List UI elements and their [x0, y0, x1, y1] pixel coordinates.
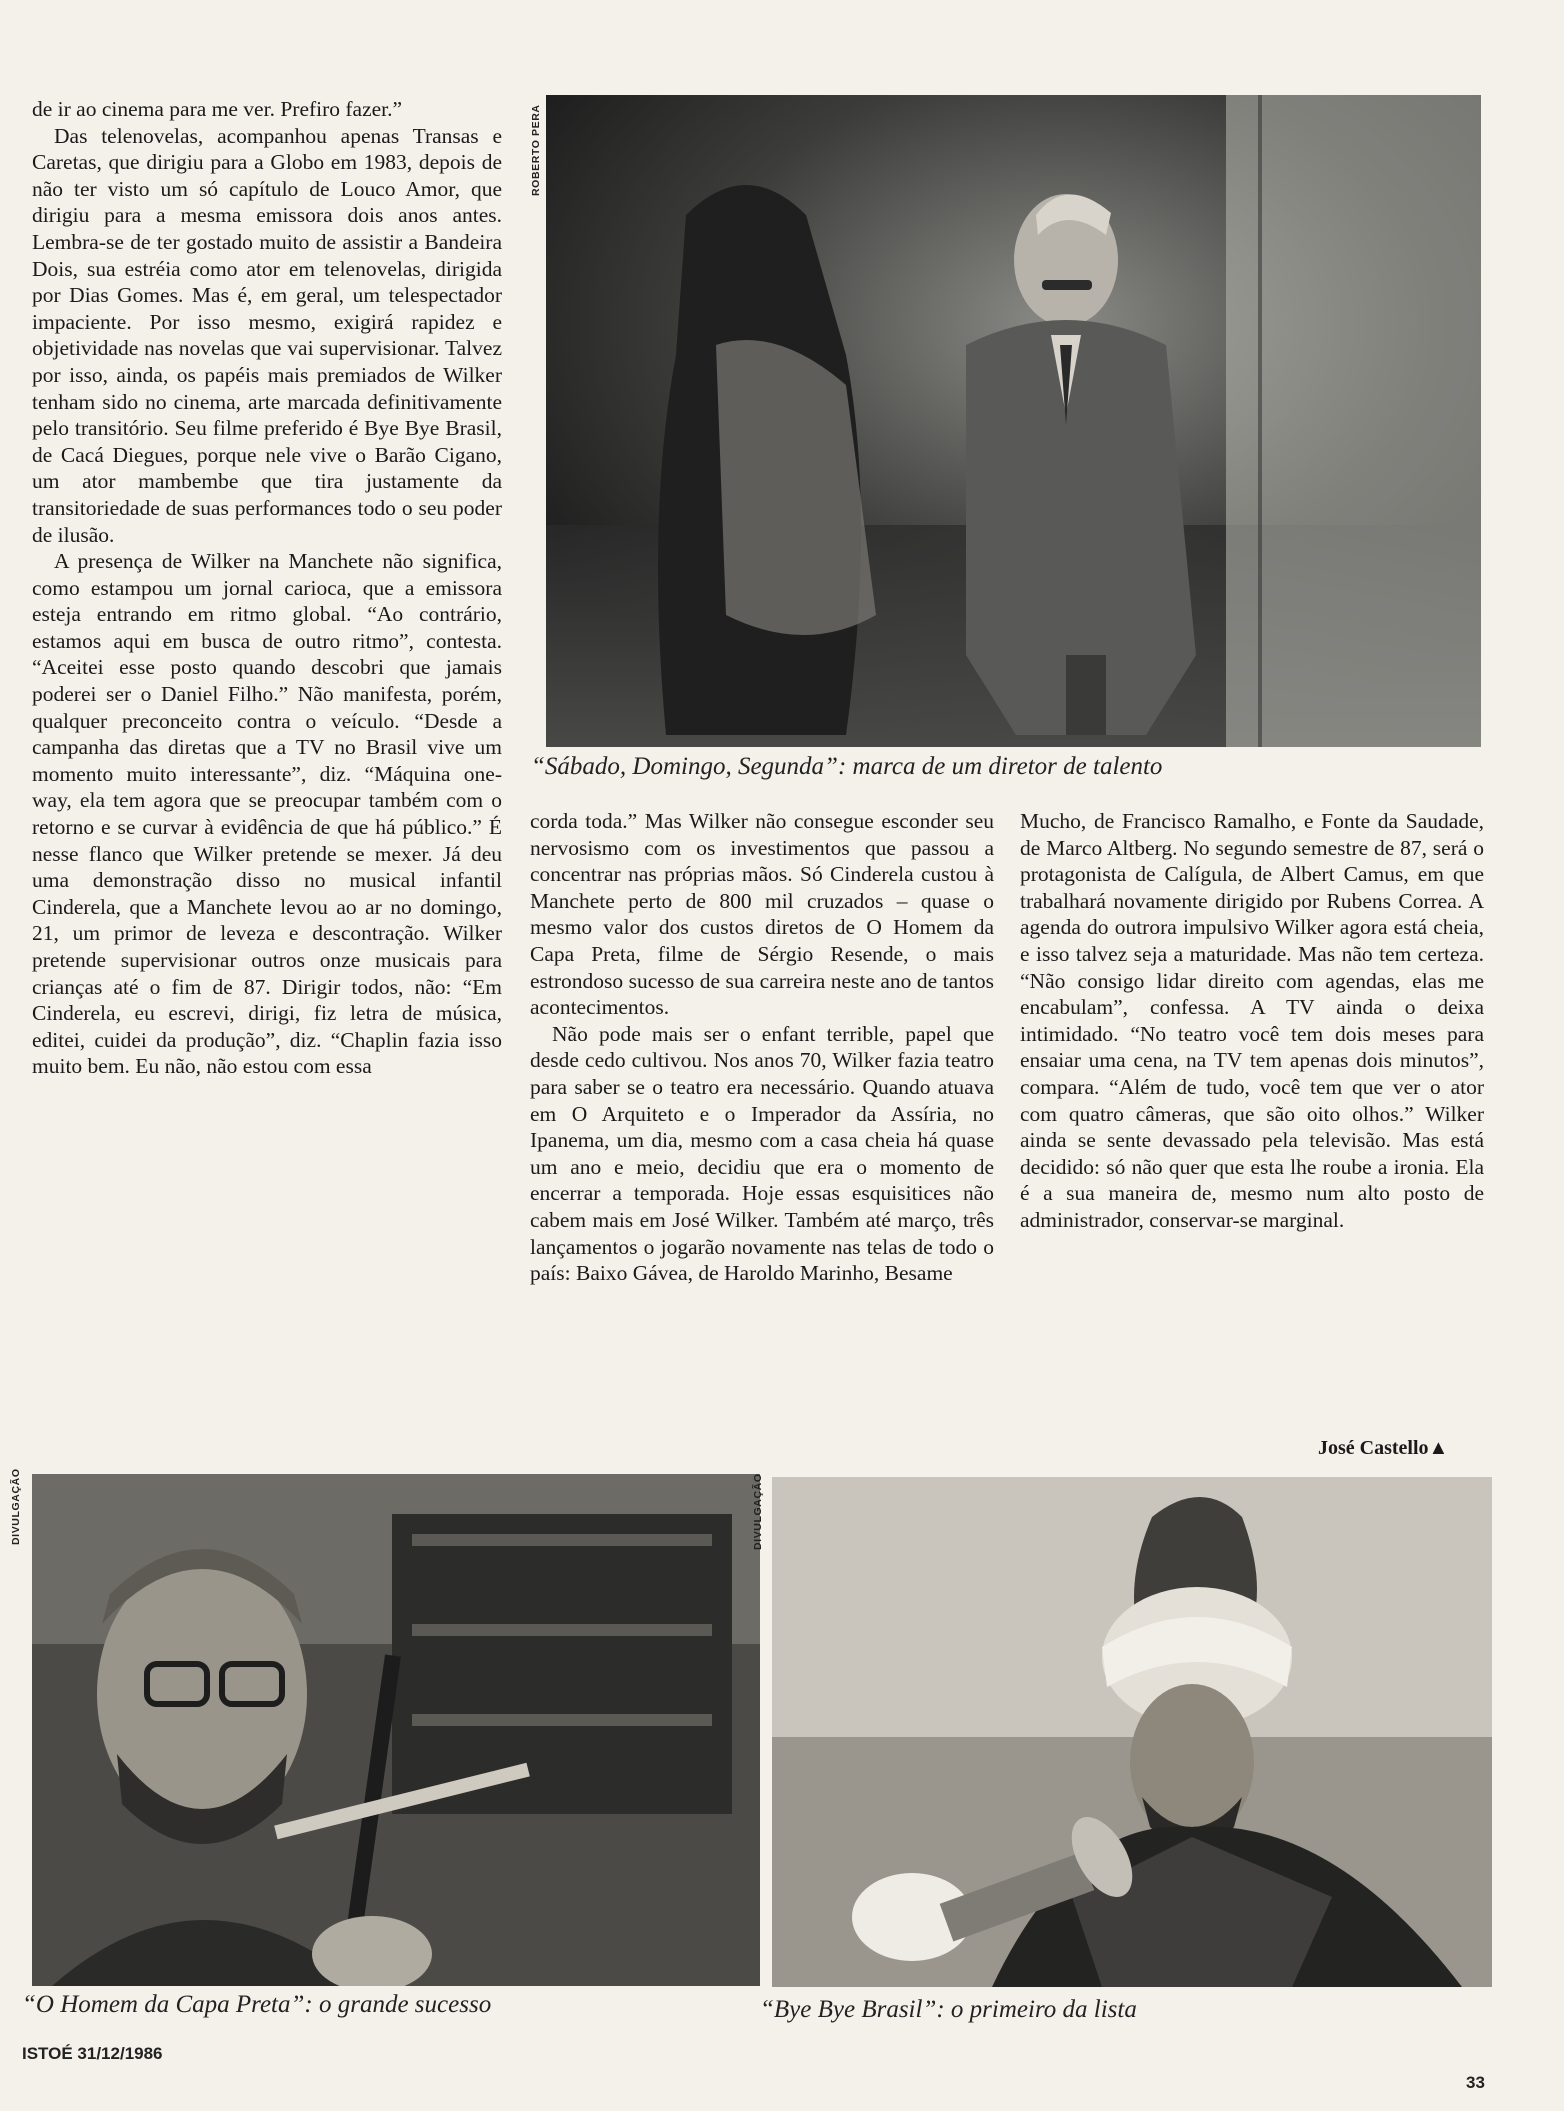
photo-turbaned-man	[772, 1477, 1492, 1987]
paragraph: corda toda.” Mas Wilker não consegue esconder seu nervosismo com os investimentos que passou a concentrar nas próprias mãos. Só Cinderela custou à Manchete perto de 800 mil cruzados – quase o mesmo valor dos custos diretos de O Homem da Capa Preta, filme de Sérgio Resende, o mais estrondoso sucesso de sua carreira neste ano de tantos acontecimentos.	[530, 809, 994, 1020]
photo-bearded-man-with-sword	[32, 1474, 760, 1986]
author-signature: José Castello▲	[1318, 1437, 1449, 1459]
photo-stage-scene	[546, 95, 1481, 747]
caption-bottom-left: “O Homem da Capa Preta”: o grande sucesso	[22, 1991, 492, 2018]
page-number: 33	[1466, 2073, 1485, 2092]
article-column-1	[32, 96, 502, 1080]
photo-credit-bottom-left: DIVULGAÇÃO	[10, 1468, 22, 1545]
caption-top: “Sábado, Domingo, Segunda”: marca de um diretor de talento	[531, 753, 1163, 780]
paragraph: A presença de Wilker na Manchete não significa, como estampou um jornal carioca, que a emissora esteja entrando em ritmo global. “Ao contrário, estamos aqui em busca de outro ritmo”, contesta. “Aceitei esse posto quando descobri que jamais poderei ser o Daniel Filho.” Não manifesta, porém, qualquer preconceito contra o veículo. “Desde a campanha das diretas que a TV no Brasil vive um momento muito interessante”, diz. “Máquina one-way, ela tem agora que se preocupar também com o retorno e se curvar à evidência de que há público.” É nesse flanco que Wilker pretende se mexer. Já deu uma demonstração disso no musical infantil Cinderela, que a Manchete levou ao ar no domingo, 21, um primor de leveza e descontração. Wilker pretende supervisionar outros onze musicais para crianças até o fim de 87. Dirigir todos, não: “Em Cinderela, eu escrevi, dirigi, fiz letra de música, editei, cuidei da produção”, diz. “Chaplin fazia isso muito bem. Eu não, não estou com essa	[32, 549, 502, 1079]
photo-credit-top: ROBERTO PERA	[530, 104, 542, 196]
caption-bottom-right: “Bye Bye Brasil”: o primeiro da lista	[760, 1996, 1137, 2023]
paragraph: Não pode mais ser o enfant terrible, papel que desde cedo cultivou. Nos anos 70, Wilker fazia teatro para saber se o teatro era necessário. Quando atuava em O Arquiteto e o Imperador da Assíria, no Ipanema, um dia, mesmo com a casa cheia há quase um ano e meio, decidiu que era o momento de encerrar a temporada. Hoje essas esquisitices não cabem mais em José Wilker. Também até março, três lançamentos o jogarão novamente nas telas de todo o país: Baixo Gávea, de Haroldo Marinho, Besame	[530, 1021, 994, 1286]
paragraph: Das telenovelas, acompanhou apenas Transas e Caretas, que dirigiu para a Globo em 1983, depois de não ter visto um só capítulo de Louco Amor, que dirigiu para a mesma emissora dois anos antes. Lembra-se de ter gostado muito de assistir a Bandeira Dois, sua estréia como ator em telenovelas, dirigida por Dias Gomes. Mas é, em geral, um telespectador impaciente. Por isso mesmo, exigirá rapidez e objetividade nas novelas que vai supervisionar. Talvez por isso, ainda, os papéis mais premiados de Wilker tenham sido no cinema, arte marcada definitivamente pelo transitório. Seu filme preferido é Bye Bye Brasil, de Cacá Diegues, porque nele vive o Barão Cigano, um ator mambembe que tira justamente da transitoriedade de suas performances todo o seu poder de ilusão.	[32, 123, 502, 547]
turbaned-man-image	[772, 1477, 1492, 1987]
paragraph: Mucho, de Francisco Ramalho, e Fonte da Saudade, de Marco Altberg. No segundo semestre de 87, será o protagonista de Calígula, de Albert Camus, em que trabalhará novamente dirigido por Rubens Correa. A agenda do outrora impulsivo Wilker agora está cheia, e isso talvez seja a maturidade. Mas não tem certeza. “Não consigo lidar direito com agendas, elas me encabulam”, confessa. A TV ainda o deixa intimidado. “No teatro você tem dois meses para ensaiar uma cena, na TV tem apenas dois minutos”, compara. “Além de tudo, você tem que ver o ator com quatro câmeras, que são oito olhos.” Wilker ainda se sente devassado pela televisão. Mas está decidido: só não quer que esta lhe roube a ironia. Ela é a sua maneira de, mesmo num alto posto de administrador, conservar-se marginal.	[1020, 809, 1484, 1232]
issue-footer: ISTOÉ 31/12/1986	[22, 2044, 163, 2063]
bearded-man-image	[32, 1474, 760, 1986]
photo-credit-bottom-right: DIVULGAÇÃO	[752, 1473, 764, 1550]
paragraph: de ir ao cinema para me ver. Prefiro fazer.”	[32, 97, 403, 121]
article-column-2	[530, 808, 994, 1287]
article-column-3	[1020, 808, 1484, 1234]
stage-scene-image	[546, 95, 1481, 747]
